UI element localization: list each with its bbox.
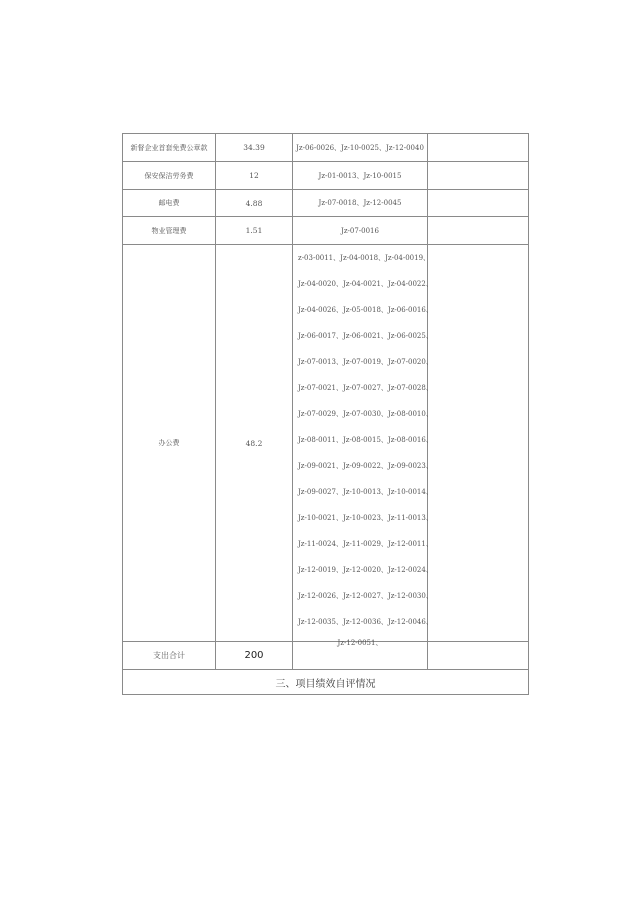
note-cell — [428, 134, 528, 161]
expense-table — [122, 133, 529, 695]
voucher-line: Jz-07-0021、Jz-07-0027、Jz-07-0028、 — [298, 384, 433, 392]
voucher-list-cell — [293, 245, 433, 647]
total-value: 200 — [216, 642, 293, 669]
section-row — [123, 670, 528, 695]
item-cell: 物业管理费 — [123, 217, 216, 244]
voucher-line: Jz-12-0051、 — [337, 639, 383, 647]
voucher-line: Jz-07-0029、Jz-07-0030、Jz-08-0010、 — [298, 410, 433, 418]
note-cell — [428, 162, 528, 189]
note-cell — [428, 245, 528, 641]
voucher-line: Jz-11-0024、Jz-11-0029、Jz-12-0011、 — [298, 540, 433, 548]
voucher-line: Jz-07-0013、Jz-07-0019、Jz-07-0020、 — [298, 358, 433, 366]
note-cell — [428, 642, 528, 669]
note-cell — [428, 217, 528, 244]
voucher-line: Jz-12-0026、Jz-12-0027、Jz-12-0030、 — [298, 592, 433, 600]
table-row-office — [123, 245, 528, 647]
voucher-cell: Jz-01-0013、Jz-10-0015 — [293, 162, 428, 189]
amount-cell: 48.2 — [216, 245, 293, 641]
amount-cell: 34.39 — [216, 134, 293, 161]
amount-cell: 1.51 — [216, 217, 293, 244]
voucher-line: Jz-10-0021、Jz-10-0023、Jz-11-0013、 — [298, 514, 433, 522]
table-row — [123, 134, 528, 162]
voucher-line: Jz-12-0019、Jz-12-0020、Jz-12-0024、 — [298, 566, 433, 574]
table-row — [123, 190, 528, 217]
section-heading: 三、项目绩效自评情况 — [275, 678, 376, 690]
amount-cell: 12 — [216, 162, 293, 189]
voucher-cell — [293, 642, 428, 669]
voucher-line: Jz-08-0011、Jz-08-0015、Jz-08-0016、 — [298, 436, 433, 444]
total-label: 支出合计 — [123, 642, 216, 669]
amount-cell: 4.88 — [216, 190, 293, 216]
note-cell — [428, 190, 528, 216]
voucher-cell: Jz-07-0018、Jz-12-0045 — [293, 190, 428, 216]
voucher-cell: Jz-06-0026、Jz-10-0025、Jz-12-0040 — [293, 134, 428, 161]
table-row — [123, 217, 528, 245]
voucher-cell: Jz-07-0016 — [293, 217, 428, 244]
voucher-line: Jz-04-0026、Jz-05-0018、Jz-06-0016、 — [298, 306, 433, 314]
table-row — [123, 162, 528, 190]
voucher-line: z-03-0011、Jz-04-0018、Jz-04-0019、 — [298, 254, 431, 262]
voucher-line: Jz-09-0021、Jz-09-0022、Jz-09-0023、 — [298, 462, 433, 470]
total-row — [123, 642, 528, 670]
voucher-line: Jz-12-0035、Jz-12-0036、Jz-12-0046、 — [298, 618, 433, 626]
item-cell: 办公费 — [123, 245, 216, 641]
item-cell: 邮电费 — [123, 190, 216, 216]
item-cell: 保安保洁劳务费 — [123, 162, 216, 189]
voucher-line: Jz-09-0027、Jz-10-0013、Jz-10-0014、 — [298, 488, 433, 496]
voucher-line: Jz-04-0020、Jz-04-0021、Jz-04-0022、 — [298, 280, 433, 288]
item-cell: 新督企业首套免费公章款 — [123, 134, 216, 161]
voucher-line: Jz-06-0017、Jz-06-0021、Jz-06-0025、 — [298, 332, 433, 340]
